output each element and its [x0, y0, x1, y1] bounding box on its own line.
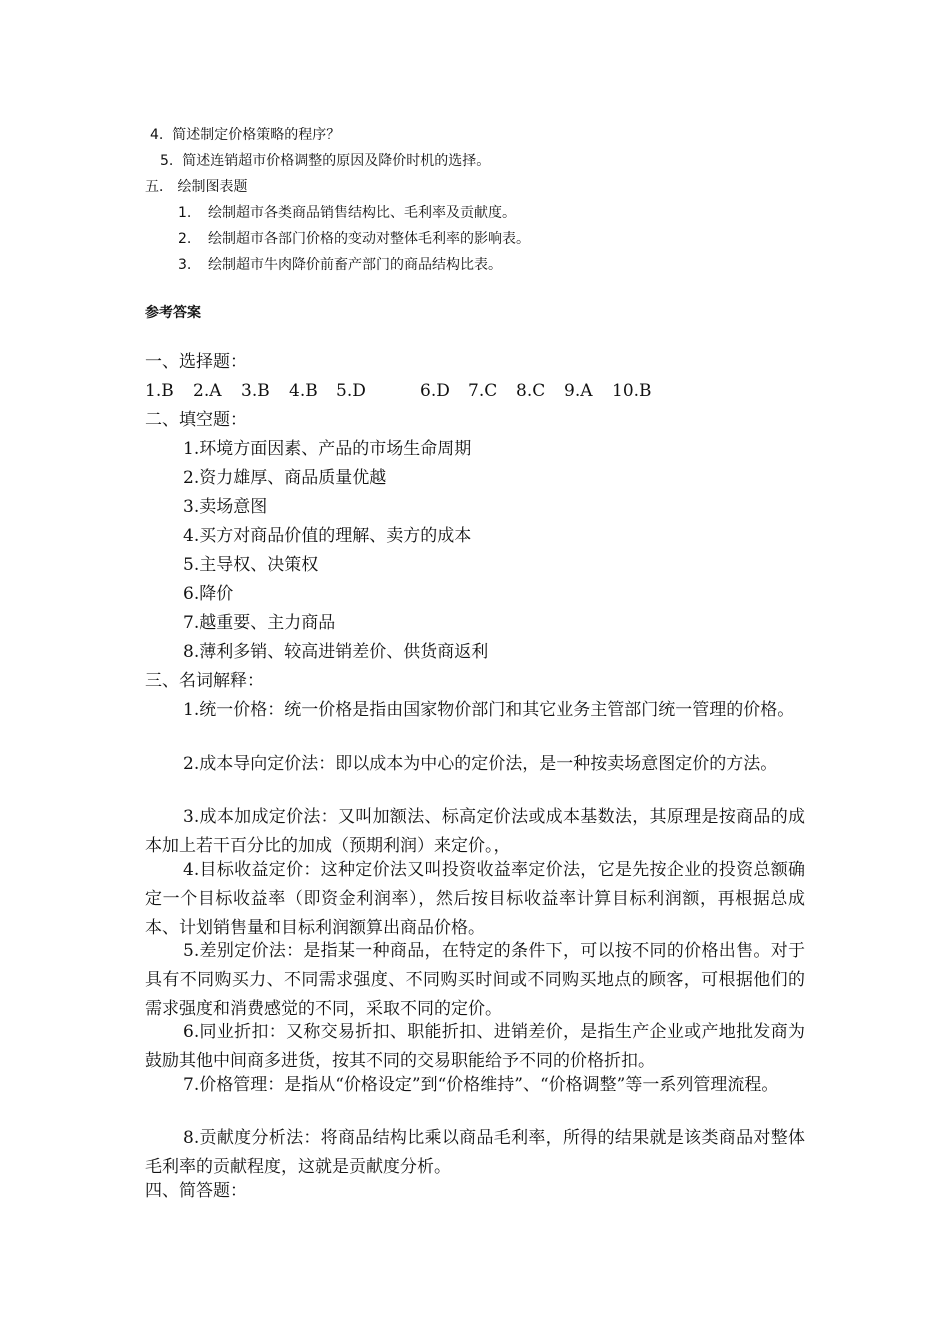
drawing-item-3: [178, 252, 502, 278]
term-definition: 8.贡献度分析法：将商品结构比乘以商品毛利率，所得的结果就是该类商品对整体毛利率的贡献程度，这就是贡献度分析。: [145, 1128, 805, 1177]
reference-answers-title: 参考答案: [145, 305, 201, 321]
question-5: [160, 148, 490, 174]
question-text: 简述制定价格策略的程序？: [172, 127, 341, 143]
choice-heading: 一、选择题：: [145, 352, 247, 372]
fill-heading: 二、填空题：: [145, 410, 247, 430]
choice-answer: 1.B: [145, 381, 174, 401]
term-definition: 4.目标收益定价：这种定价法又叫投资收益率定价法，它是先按企业的投资总额确定一个目标收益率（即资金利润率），然后按目标收益率计算目标利润额，再根据总成本、计划销售量和目标利润额算出商品价格。: [145, 860, 805, 938]
fill-answer: 8.薄利多销、较高进销差价、供货商返利: [183, 642, 489, 662]
choice-answer: 8.C: [516, 381, 546, 401]
drawing-item-2: [178, 226, 530, 252]
fill-answer: 4.买方对商品价值的理解、卖方的成本: [183, 526, 472, 546]
choice-answer: 7.C: [468, 381, 498, 401]
choice-answer: 4.B: [289, 381, 318, 401]
term-definition: 5.差别定价法：是指某一种商品，在特定的条件下，可以按不同的价格出售。对于具有不同购买力、不同需求强度、不同购买时间或不同购买地点的顾客，可根据他们的需求强度和消费感觉的不同，采取不同的定价。: [145, 941, 805, 1019]
item-number: 3.: [178, 257, 192, 273]
question-number: 4.: [150, 127, 164, 143]
choice-answer: 6.D: [420, 381, 450, 401]
fill-answer: 7.越重要、主力商品: [183, 613, 336, 633]
short-answer-heading: 四、简答题：: [145, 1181, 247, 1201]
question-text: 简述连销超市价格调整的原因及降价时机的选择。: [182, 153, 491, 169]
choice-answer: 2.A: [193, 381, 222, 401]
item-text: 绘制超市牛肉降价前畜产部门的商品结构比表。: [208, 257, 502, 273]
question-number: 5.: [160, 153, 174, 169]
item-text: 绘制超市各部门价格的变动对整体毛利率的影响表。: [208, 231, 530, 247]
choice-answer: 10.B: [612, 381, 652, 401]
term-definition: 3.成本加成定价法：又叫加额法、标高定价法或成本基数法，其原理是按商品的成本加上若干百分比的加成（预期利润）来定价。，: [145, 807, 805, 856]
fill-answer: 2.资力雄厚、商品质量优越: [183, 468, 387, 488]
item-text: 绘制超市各类商品销售结构比、毛利率及贡献度。: [208, 205, 516, 221]
choice-answer: 3.B: [241, 381, 270, 401]
item-number: 2.: [178, 231, 192, 247]
term-definition: 7.价格管理：是指从“价格设定”到“价格维持”、“价格调整”等一系列管理流程。: [183, 1075, 779, 1095]
term-definition: 2.成本导向定价法：即以成本为中心的定价法，是一种按卖场意图定价的方法。: [183, 754, 778, 774]
drawing-item-1: [178, 200, 516, 226]
fill-answer: 3.卖场意图: [183, 497, 268, 517]
term-definition: 1.统一价格：统一价格是指由国家物价部门和其它业务主管部门统一管理的价格。: [183, 700, 795, 720]
fill-answer: 6.降价: [183, 584, 234, 604]
question-4: [150, 122, 340, 148]
fill-answer: 5.主导权、决策权: [183, 555, 319, 575]
term-definition: 6.同业折扣：又称交易折扣、职能折扣、进销差价，是指生产企业或产地批发商为鼓励其他中间商多进货，按其不同的交易职能给予不同的价格折扣。: [145, 1022, 805, 1071]
item-number: 1.: [178, 205, 192, 221]
fill-answer: 1.环境方面因素、产品的市场生命周期: [183, 439, 472, 459]
section-5-title: 五． 绘制图表题: [145, 179, 248, 195]
terms-heading: 三、名词解释：: [145, 671, 264, 691]
choice-answer: 5.D: [336, 381, 366, 401]
choice-answer: 9.A: [564, 381, 593, 401]
